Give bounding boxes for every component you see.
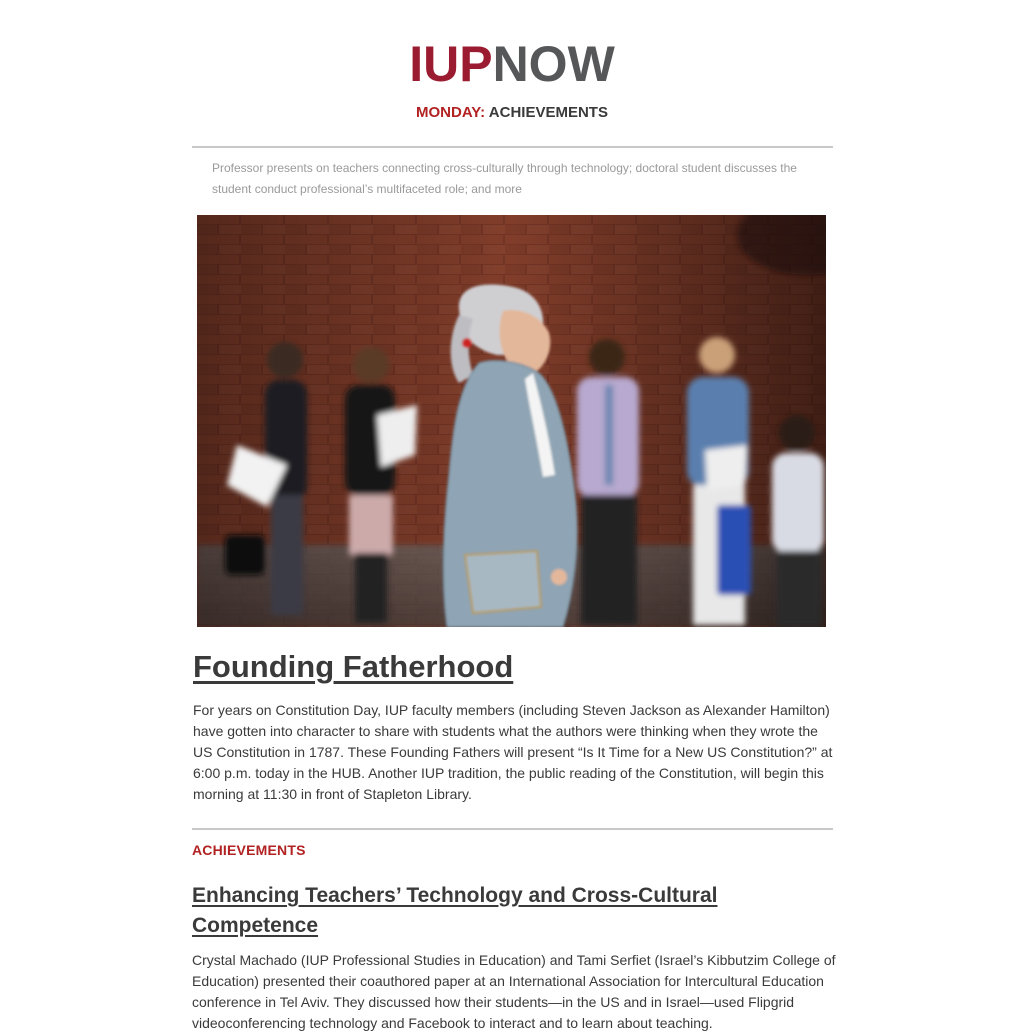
masthead [0, 36, 1024, 92]
section-label-achievements: ACHIEVEMENTS [192, 842, 306, 858]
feature-headline[interactable]: Founding Fatherhood [193, 649, 514, 684]
feature-photo[interactable] [197, 215, 826, 627]
logo-iup: IUP [409, 36, 493, 92]
issue-summary: Professor presents on teachers connecting cross-culturally through technology; doctoral student discusses the student conduct professional’s multifaceted role; and more [212, 161, 797, 196]
issue-day: MONDAY: [416, 104, 486, 121]
feature-body: For years on Constitution Day, IUP faculty members (including Steven Jackson as Alexander Hamilton) have gotten into character to share with students what the authors were thinking when they wrote the US Constitution in 1787. These Founding Fathers will present “Is It Time for a New US Constitution?” at 6:00 p.m. today in the HUB. Another IUP tradition, the public reading of the Constitution, will begin this morning at 11:30 in front of Stapleton Library. [193, 702, 833, 802]
logo-now: NOW [492, 36, 615, 92]
issue-theme-label: ACHIEVEMENTS [488, 104, 608, 121]
divider-top [192, 146, 833, 148]
article-body: Crystal Machado (IUP Professional Studies in Education) and Tami Serfiet (Israel’s Kibbutzim College of Education) presented their coauthored paper at an International Association for Intercultural Education conference in Tel Aviv. They discussed how their students—in the US and in Israel—used Flipgrid videoconferencing technology and Facebook to interact and to learn about teaching. [192, 952, 836, 1031]
iupnow-logo[interactable] [409, 36, 615, 92]
feature-photo-image [197, 215, 826, 627]
article-headline[interactable]: Enhancing Teachers’ Technology and Cross-Cultural Competence [192, 884, 718, 937]
divider-section [192, 828, 833, 830]
issue-theme [0, 104, 1024, 121]
